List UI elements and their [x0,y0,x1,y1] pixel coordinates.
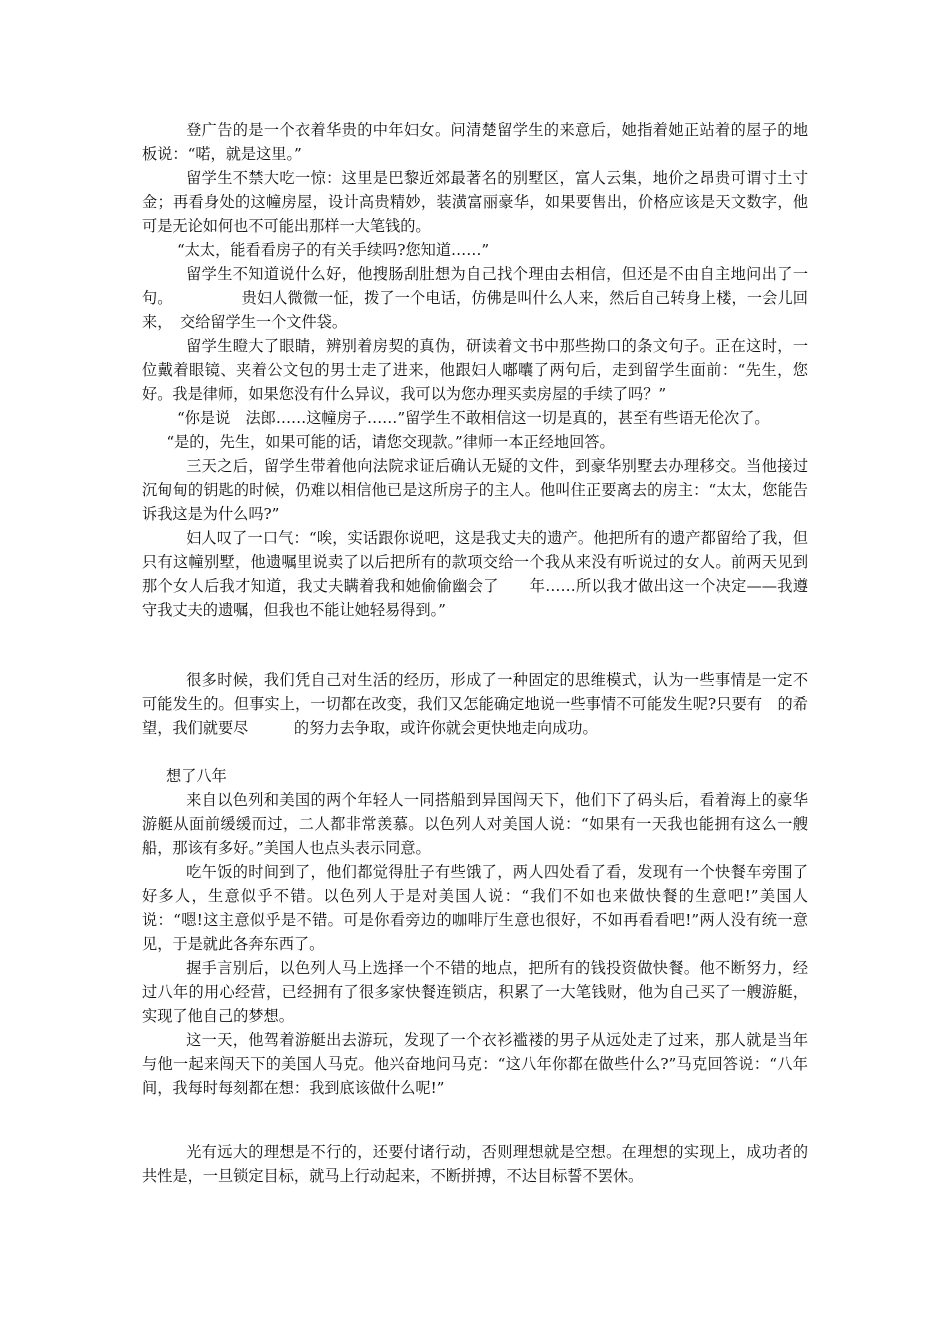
moral-one [142,668,808,740]
paragraph: “太太，能看看房子的有关手续吗?您知道……” [176,241,490,259]
paragraph: 来自以色列和美国的两个年轻人一同搭船到异国闯天下，他们下了码头后，看着海上的豪华游艇从面前缓缓而过，二人都非常羡慕。以色列人对美国人说：“如果有一天我也能拥有这么一艘船，那该有多好。”美国人也点头表示同意。 [142,791,808,857]
paragraph: 留学生不禁大吃一惊：这里是巴黎近郊最著名的别墅区，富人云集，地价之昂贵可谓寸土寸金；再看身处的这幢房屋，设计高贵精妙，装潢富丽豪华，如果要售出，价格应该是天文数字，他可是无论如何也不可能出那样一大笔钱的。 [142,169,808,235]
paragraph: 很多时候，我们凭自己对生活的经历，形成了一种固定的思维模式，认为一些事情是一定不可能发生的。但事实上，一切都在改变，我们又怎能确定地说一些事情不可能发生呢?只要有 的希望，我们就要尽 的努力去争取，或许你就会更快地走向成功。 [142,671,808,737]
paragraph: 吃午饭的时间到了，他们都觉得肚子有些饿了，两人四处看了看，发现有一个快餐车旁围了好多人，生意似乎不错。以色列人于是对美国人说：“我们不如也来做快餐的生意吧!”美国人说：“嗯!这主意似乎是不错。可是你看旁边的咖啡厅生意也很好，不如再看看吧!”两人没有统一意见，于是就此各奔东西了。 [142,863,808,953]
paragraph: 握手言别后，以色列人马上选择一个不错的地点，把所有的钱投资做快餐。他不断努力，经过八年的用心经营，已经拥有了很多家快餐连锁店，积累了一大笔钱财，他为自己买了一艘游艇，实现了他自己的梦想。 [142,959,808,1025]
paragraph: “是的，先生，如果可能的话，请您交现款。”律师一本正经地回答。 [166,433,615,451]
story-two [142,764,808,1100]
section-title: 想了八年 [166,767,227,785]
paragraph: 留学生不知道说什么好，他搜肠刮肚想为自己找个理由去相信，但还是不由自主地问出了一句。 贵妇人微微一怔，拨了一个电话，仿佛是叫什么人来，然后自己转身上楼，一会儿回来， 交给留学生一个文件袋。 [142,265,808,331]
paragraph: 这一天，他驾着游艇出去游玩，发现了一个衣衫褴褛的男子从远处走了过来，那人就是当年与他一起来闯天下的美国人马克。他兴奋地问马克：“这八年你都在做些什么?”马克回答说：“八年间，我每时每刻都在想：我到底该做什么呢!” [142,1031,808,1097]
paragraph: 光有远大的理想是不行的，还要付诸行动，否则理想就是空想。在理想的实现上，成功者的共性是，一旦锁定目标，就马上行动起来，不断拼搏，不达目标誓不罢休。 [142,1143,808,1185]
paragraph: 三天之后，留学生带着他向法院求证后确认无疑的文件，到豪华别墅去办理移交。当他接过沉甸甸的钥匙的时候，仍难以相信他已是这所房子的主人。他叫住正要离去的房主：“太太，您能告诉我这是为什么吗?” [142,457,808,523]
paragraph: “你是说 法郎……这幢房子……”留学生不敢相信这一切是真的，甚至有些语无伦次了。 [176,409,770,427]
paragraph: 留学生瞪大了眼睛，辨别着房契的真伪，研读着文书中那些拗口的条文句子。正在这时，一位戴着眼镜、夹着公文包的男士走了进来，他跟妇人嘟囔了两句后，走到留学生面前：“先生，您好。我是律师，如果您没有什么异议，我可以为您办理买卖房屋的手续了吗？” [142,337,808,403]
paragraph: 妇人叹了一口气：“唉，实话跟你说吧，这是我丈夫的遗产。他把所有的遗产都留给了我，但只有这幢别墅，他遗嘱里说卖了以后把所有的款项交给一个我从来没有听说过的女人。前两天见到那个女人后我才知道，我丈夫瞒着我和她偷偷幽会了 年……所以我才做出这一个决定——我遵守我丈夫的遗嘱，但我也不能让她轻易得到。” [142,529,808,619]
moral-two [142,1140,808,1188]
paragraph: 登广告的是一个衣着华贵的中年妇女。问清楚留学生的来意后，她指着她正站着的屋子的地板说：“喏，就是这里。” [142,121,808,163]
story-one [142,118,808,622]
